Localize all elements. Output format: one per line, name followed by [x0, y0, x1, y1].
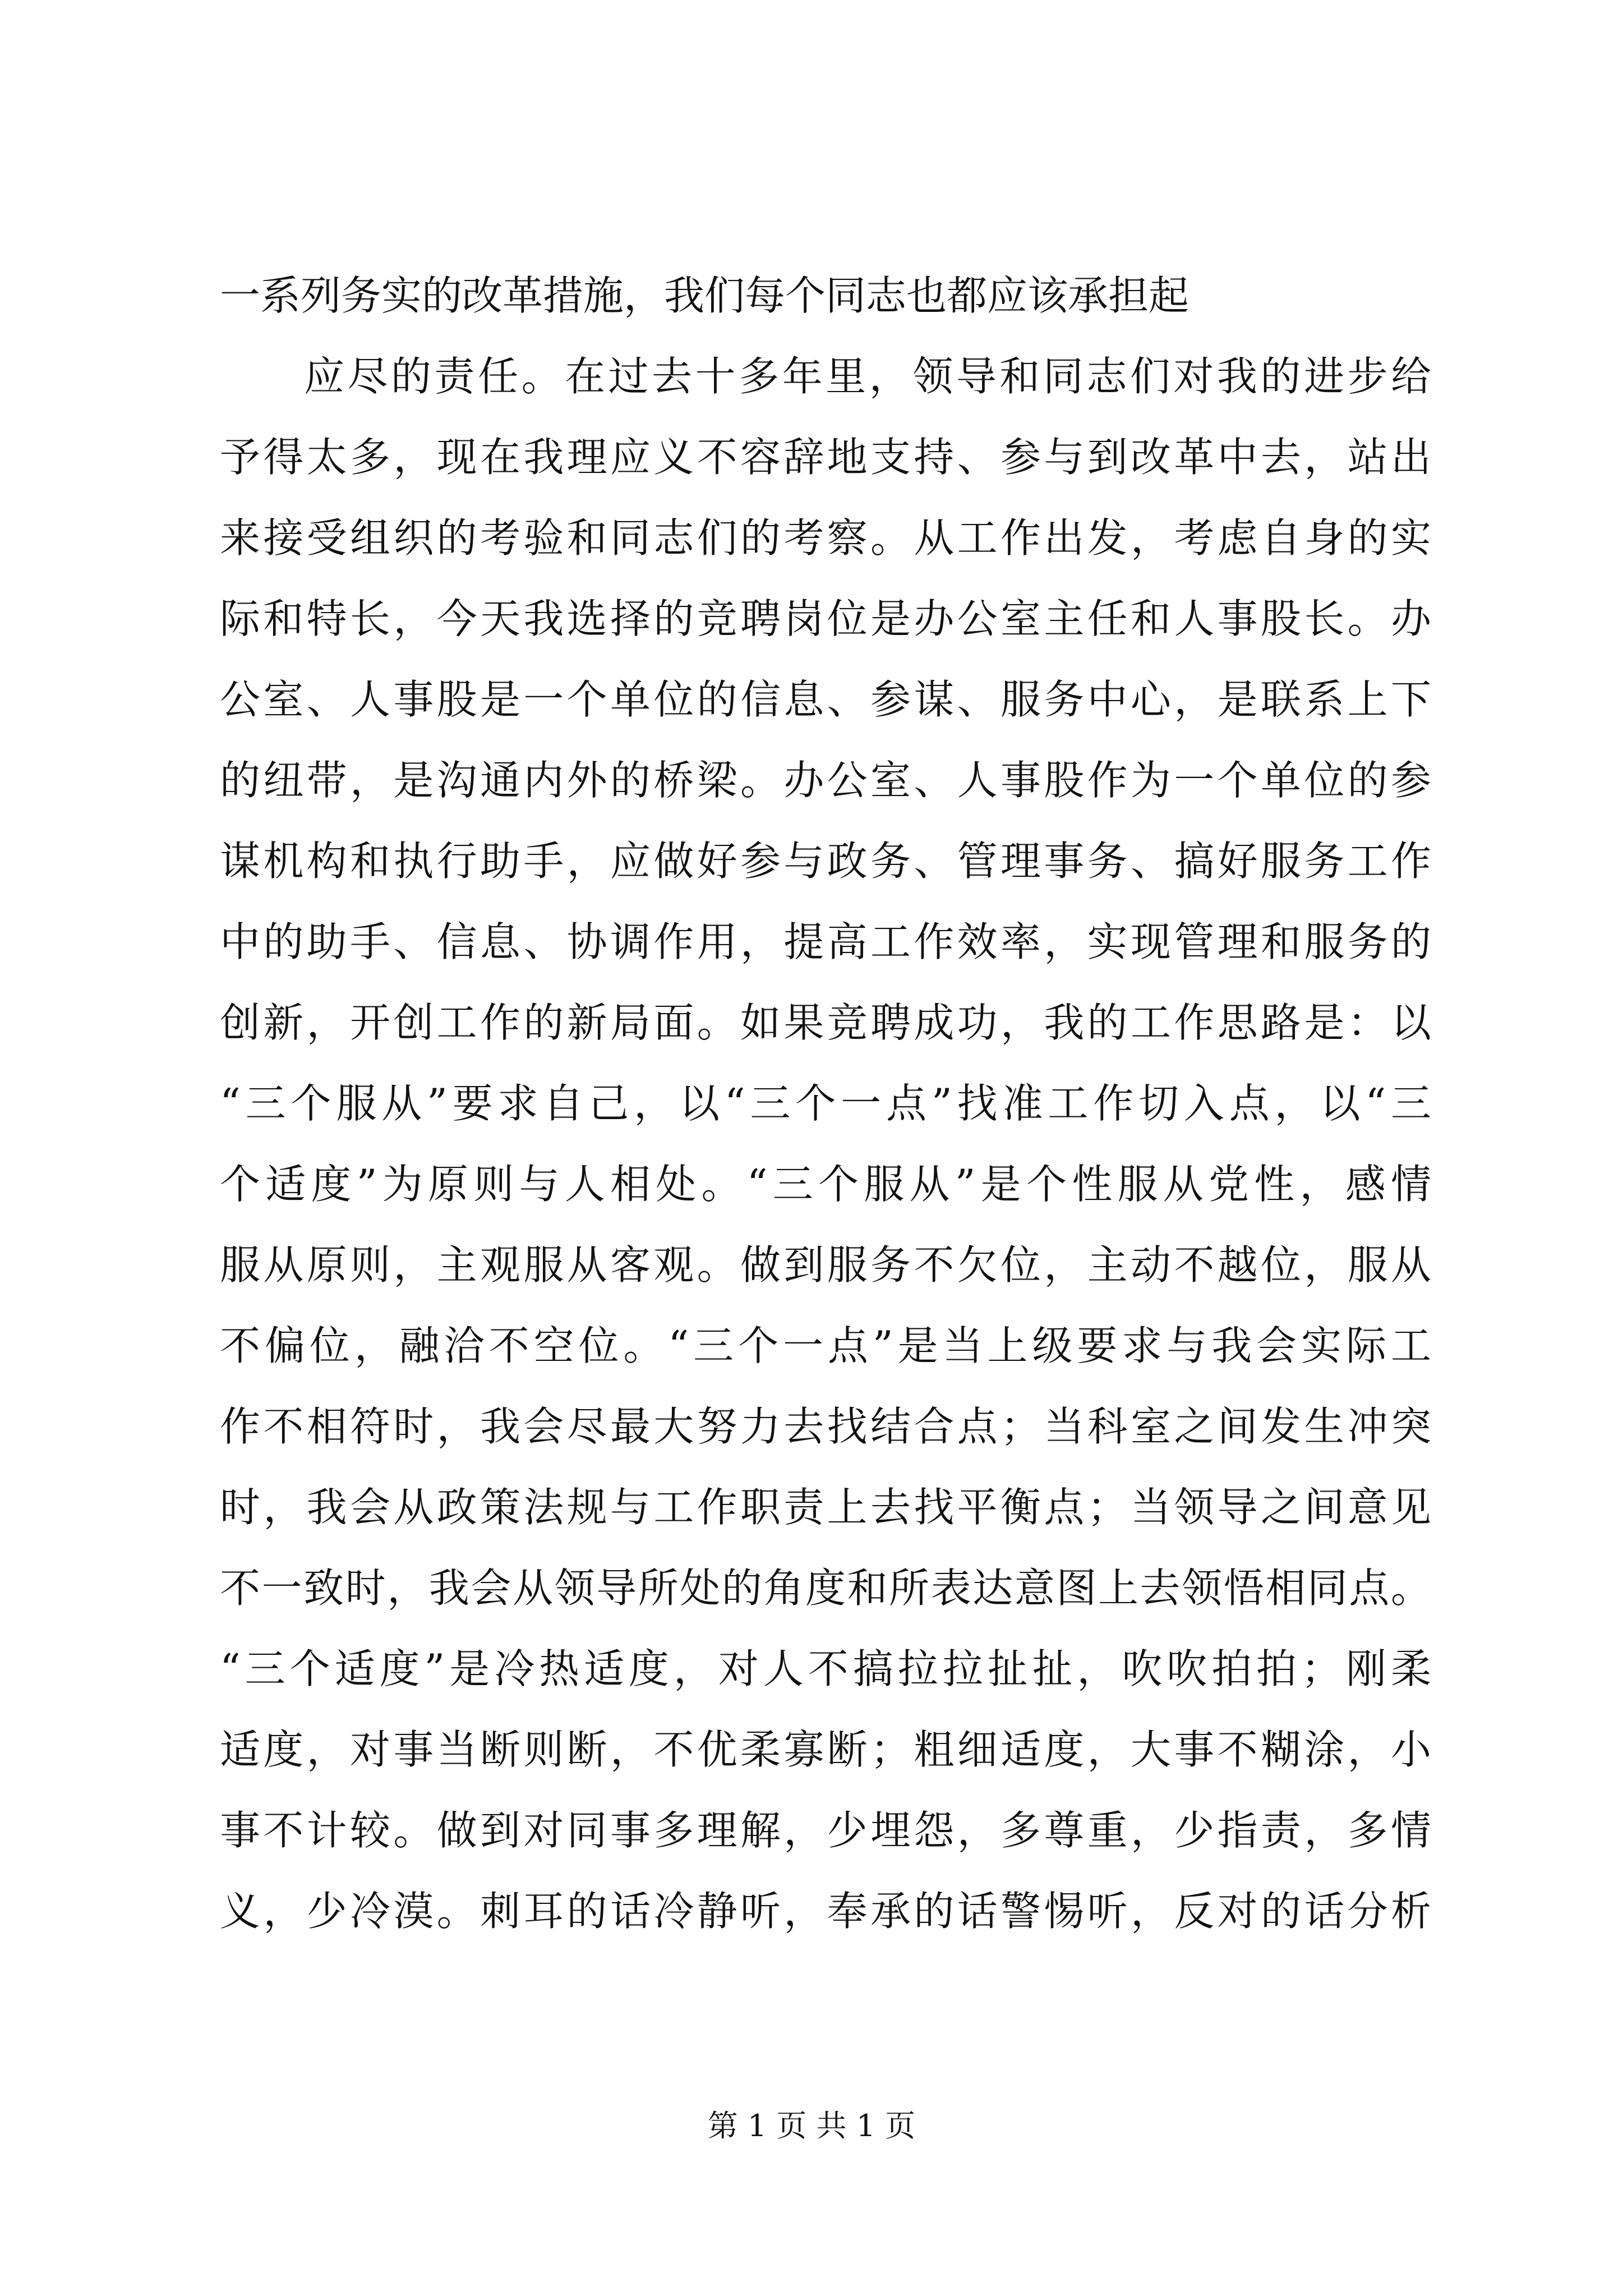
- paragraph-line: 予得太多，现在我理应义不容辞地支持、参与到改革中去，站出: [220, 434, 1431, 481]
- paragraph-line: 来接受组织的考验和同志们的考察。从工作出发，考虑自身的实: [220, 514, 1431, 562]
- paragraph-line: “三个服从”要求自己，以“三个一点”找准工作切入点，以“三: [220, 1080, 1431, 1127]
- paragraph-line: 一系列务实的改革措施，我们每个同志也都应该承担起: [220, 272, 1189, 319]
- paragraph-line: 适度，对事当断则断，不优柔寡断；粗细适度，大事不糊涂，小: [220, 1726, 1431, 1773]
- paragraph-line: 应尽的责任。在过去十多年里，领导和同志们对我的进步给: [304, 353, 1431, 400]
- paragraph-line: “三个适度”是冷热适度，对人不搞拉拉扯扯，吹吹拍拍；刚柔: [220, 1645, 1431, 1692]
- paragraph-line: 际和特长，今天我选择的竞聘岗位是办公室主任和人事股长。办: [220, 595, 1431, 642]
- paragraph-line: 谋机构和执行助手，应做好参与政务、管理事务、搞好服务工作: [220, 838, 1431, 885]
- paragraph-line: 服从原则，主观服从客观。做到服务不欠位，主动不越位，服从: [220, 1241, 1431, 1289]
- paragraph-line: 时，我会从政策法规与工作职责上去找平衡点；当领导之间意见: [220, 1484, 1431, 1531]
- page-footer: 第 1 页 共 1 页: [707, 2108, 916, 2143]
- paragraph-line: 义，少冷漠。刺耳的话冷静听，奉承的话警惕听，反对的话分析: [220, 1888, 1431, 1935]
- paragraph-line: 公室、人事股是一个单位的信息、参谋、服务中心，是联系上下: [220, 676, 1431, 723]
- paragraph-line: 中的助手、信息、协调作用，提高工作效率，实现管理和服务的: [220, 918, 1431, 965]
- document-body: [220, 255, 1431, 1952]
- paragraph-line: 不一致时，我会从领导所处的角度和所表达意图上去领悟相同点。: [220, 1565, 1431, 1612]
- paragraph-line: 作不相符时，我会尽最大努力去找结合点；当科室之间发生冲突: [220, 1403, 1431, 1450]
- paragraph-line: 的纽带，是沟通内外的桥梁。办公室、人事股作为一个单位的参: [220, 757, 1431, 804]
- paragraph-line: 创新，开创工作的新局面。如果竞聘成功，我的工作思路是：以: [220, 999, 1431, 1046]
- paragraph-line: 不偏位，融洽不空位。“三个一点”是当上级要求与我会实际工: [220, 1322, 1431, 1369]
- paragraph-line: 个适度”为原则与人相处。“三个服从”是个性服从党性，感情: [220, 1161, 1431, 1208]
- paragraph-line: 事不计较。做到对同事多理解，少埋怨，多尊重，少指责，多情: [220, 1807, 1431, 1854]
